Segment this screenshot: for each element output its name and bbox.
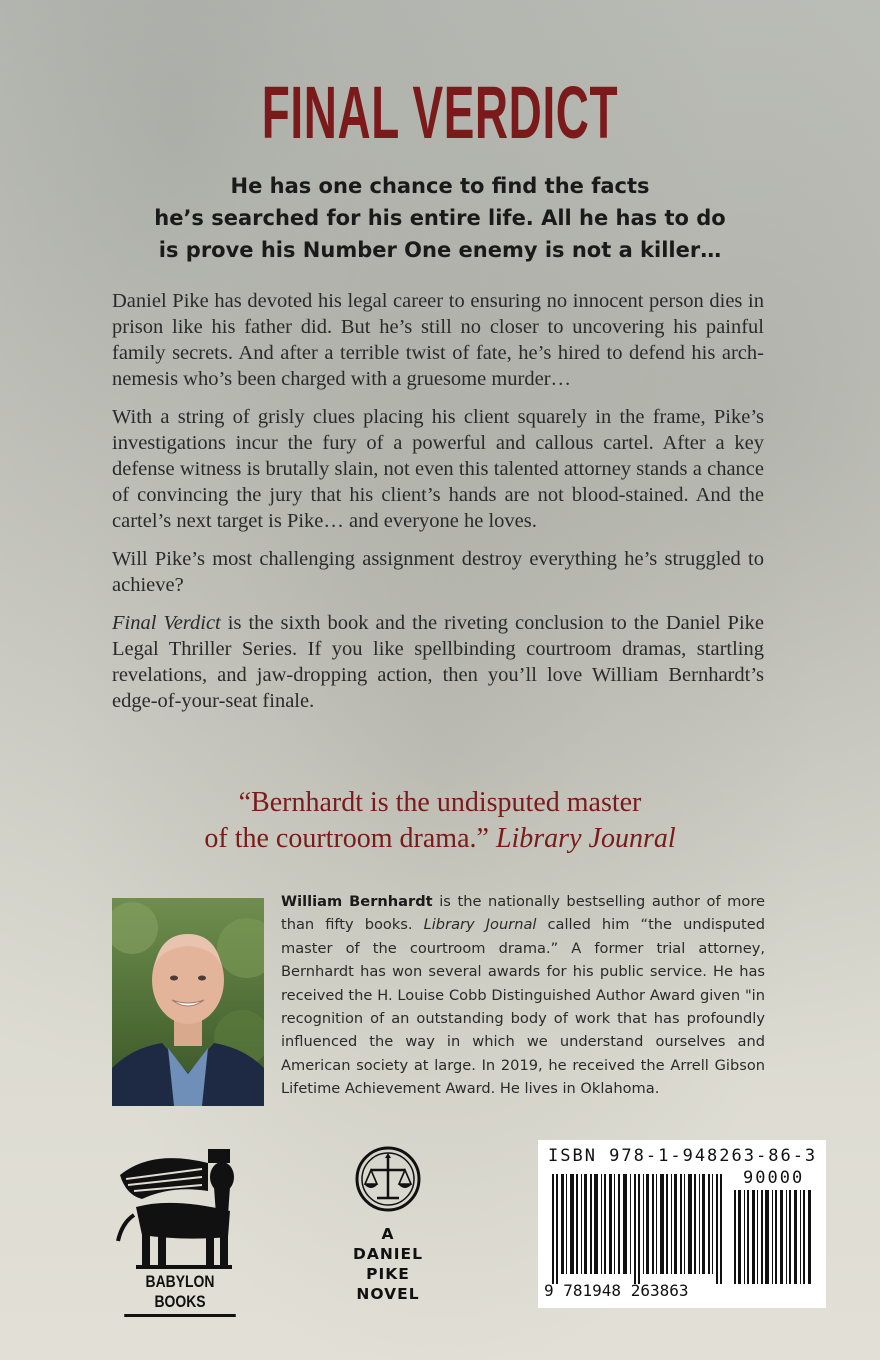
quote-line-1: “Bernhardt is the undisputed master	[238, 787, 642, 818]
tagline-line-2: he’s searched for his entire life. All he has to do	[154, 206, 726, 230]
book-title: FINAL VERDICT	[261, 71, 619, 154]
series-line-4: NOVEL	[356, 1285, 420, 1303]
ean-digits: 9 781948 263863	[544, 1281, 689, 1300]
blurb-book-title: Final Verdict	[112, 612, 221, 634]
author-name: William Bernhardt	[281, 893, 433, 910]
series-emblem	[355, 1146, 421, 1212]
bio-text-2: called him “the undisputed master of the courtroom drama.” A former trial attorney, Bernhardt has won several awards for his public service. He has received the H. Louise Cobb Distinguished Author Award given "in recognition of an outstanding body of work that has profoundly influenced the way in which we understand ourselves and American society at large. In 2019, he received the Arrell Gibson Lifetime Achievement Award. He lives in Oklahoma.	[281, 916, 765, 1098]
lamassu-icon	[112, 1145, 252, 1271]
blurb-paragraph-4	[112, 610, 764, 714]
blurb-paragraph-3: Will Pike’s most challenging assignment destroy everything he’s struggled to achieve?	[112, 548, 764, 596]
author-portrait-illustration	[112, 898, 264, 1106]
series-line-2: DANIEL	[352, 1245, 424, 1263]
tagline-line-3: is prove his Number One enemy is not a killer…	[158, 238, 722, 262]
publisher-name: BABYLON BOOKS	[124, 1272, 236, 1317]
price-code: 90000	[743, 1168, 805, 1188]
author-photo	[112, 898, 264, 1106]
quote-line-2-wrap	[100, 821, 780, 857]
addon-bars	[734, 1190, 814, 1284]
bio-journal: Library Journal	[423, 916, 537, 934]
barcode	[538, 1140, 826, 1308]
blurb-paragraph-2: With a string of grisly clues placing his client squarely in the frame, Pike’s investigations incur the fury of a powerful and callous cartel. After a key defense witness is brutally slain, not even this talented attorney stands a chance of convincing the jury that his client’s hands are not blood-stained. And the cartel’s next target is Pike… and everyone he loves.	[112, 406, 764, 532]
review-quote	[100, 785, 780, 857]
tagline	[110, 170, 770, 266]
quote-source: Library Jounral	[495, 823, 676, 854]
series-line-3: PIKE	[366, 1265, 410, 1283]
author-bio	[281, 890, 765, 1101]
quote-line-2: of the courtroom drama.”	[204, 823, 489, 854]
blurb-paragraph-1: Daniel Pike has devoted his legal career to ensuring no innocent person dies in prison like his father did. But he’s still no closer to uncovering his painful family secrets. And after a terrible twist of fate, he’s hired to defend his arch-nemesis who’s been charged with a gruesome murder…	[112, 290, 764, 390]
isbn-label: ISBN 978-1-948263-86-3	[548, 1146, 818, 1166]
ean-bars	[552, 1174, 730, 1284]
tagline-line-1: He has one chance to find the facts	[230, 174, 650, 198]
scales-of-justice-icon	[355, 1146, 421, 1212]
series-label	[340, 1224, 436, 1304]
blurb-paragraph-4-text: is the sixth book and the riveting conclusion to the Daniel Pike Legal Thriller Series. If you like spellbinding courtroom dramas, startling revelations, and jaw-dropping action, then you’ll love William Bernhardt’s edge-of-your-seat finale.	[112, 612, 764, 712]
series-line-1: A	[381, 1225, 395, 1243]
bio-text-1: is the nationally bestselling author of more than fifty books.	[281, 893, 765, 934]
blurb	[112, 288, 764, 726]
